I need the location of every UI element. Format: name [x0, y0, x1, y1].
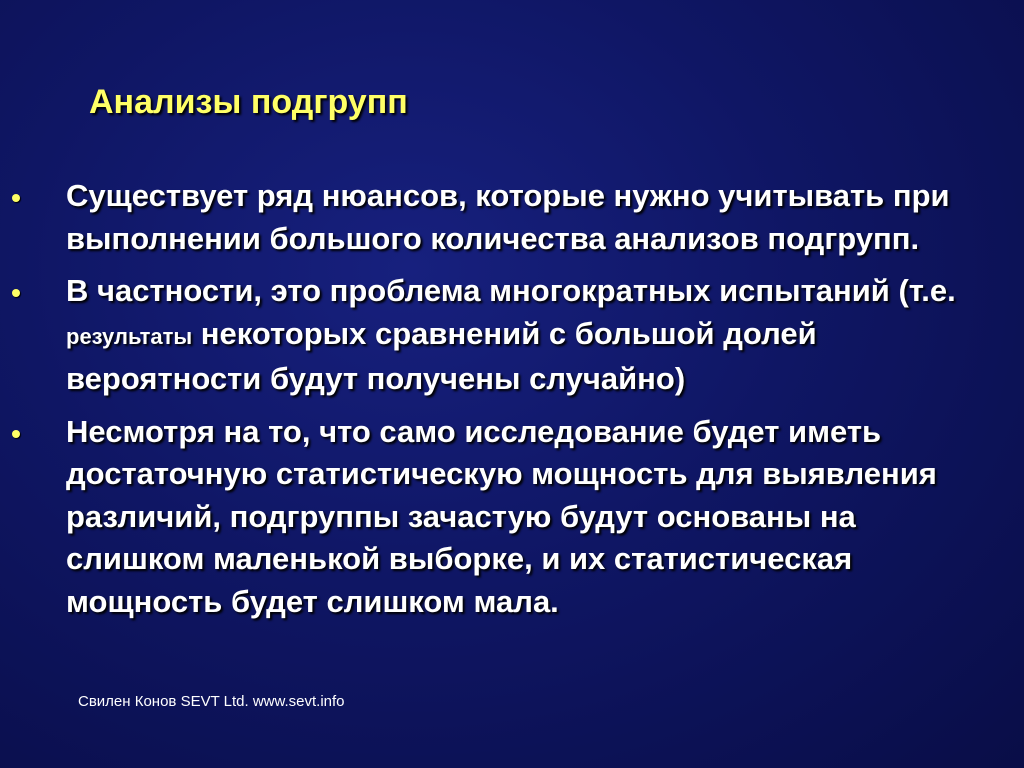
bullet-dot-icon — [12, 289, 20, 297]
bullet-text-3: Несмотря на то, что само исследование будет иметь достаточную статистическую мощность для выявления различий, подгруппы зачастую будут основаны на слишком маленькой выборке, и их статистическая мощность будет слишком мала. — [66, 413, 937, 619]
bullet-text-2-small-word: результаты — [66, 323, 193, 349]
slide-footer: Свилен Конов SEVT Ltd. www.sevt.info — [78, 693, 345, 710]
bullet-text-2-start: В частности, это проблема многократных испытаний (т.е. — [66, 273, 956, 308]
bullet-item-1 — [12, 175, 992, 260]
bullet-text-2-end: некоторых сравнений с большой долей вероятности будут получены случайно) — [66, 315, 817, 396]
bullet-dot-icon — [12, 430, 20, 438]
bullet-list — [12, 175, 992, 633]
bullet-dot-icon — [12, 194, 20, 202]
bullet-text-1: Существует ряд нюансов, которые нужно учитывать при выполнении большого количества анализов подгрупп. — [66, 178, 950, 256]
slide-title: Анализы подгрупп — [89, 83, 408, 121]
bullet-item-3 — [12, 411, 992, 624]
bullet-item-2 — [12, 270, 992, 401]
